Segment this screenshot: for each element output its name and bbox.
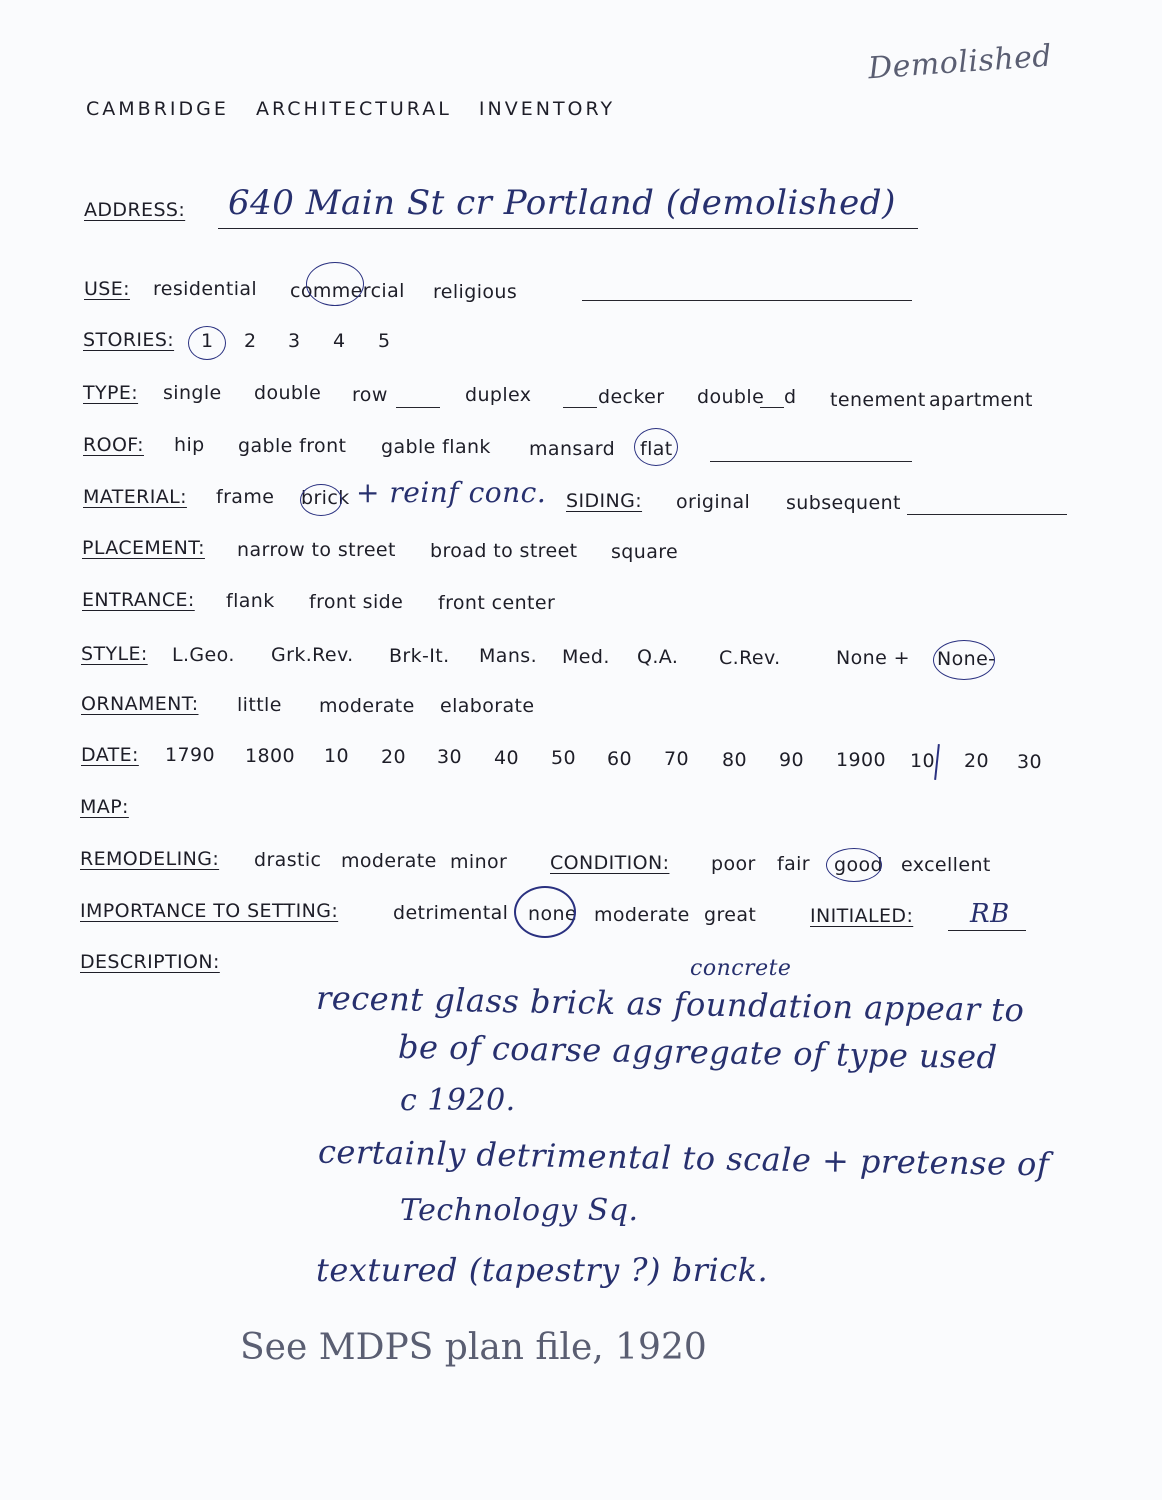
- importance-option-great: great: [704, 904, 757, 926]
- use-option-religious: religious: [433, 281, 518, 303]
- date-label: DATE:: [81, 744, 139, 766]
- importance-option-detrimental: detrimental: [393, 902, 509, 924]
- date-option-20: 20: [381, 746, 406, 768]
- description-line-2: be of coarse aggregate of type used: [397, 1027, 998, 1077]
- entrance-label: ENTRANCE:: [82, 589, 195, 611]
- stories-selection-circle: [188, 326, 226, 360]
- placement-option-broad: broad to street: [430, 540, 578, 562]
- style-option-grkrev: Grk.Rev.: [271, 644, 354, 666]
- stories-option-5: 5: [378, 330, 391, 352]
- entrance-option-flank: flank: [226, 590, 275, 612]
- type-option-single: single: [163, 382, 222, 404]
- style-label: STYLE:: [81, 643, 148, 665]
- style-option-crev: C.Rev.: [719, 647, 781, 669]
- stories-option-1: 1: [201, 330, 214, 352]
- use-label: USE:: [84, 278, 130, 300]
- siding-option-subsequent: subsequent: [786, 492, 901, 514]
- roof-option-gable-flank: gable flank: [381, 436, 491, 458]
- ornament-option-elaborate: elaborate: [440, 695, 535, 717]
- roof-selection-circle: [634, 428, 678, 466]
- placement-option-narrow: narrow to street: [237, 539, 396, 561]
- use-option-residential: residential: [153, 278, 258, 300]
- type-option-row: row: [352, 384, 388, 406]
- use-other-blank: [582, 300, 912, 301]
- importance-label: IMPORTANCE TO SETTING:: [80, 900, 339, 922]
- remodeling-label: REMODELING:: [80, 848, 220, 870]
- description-line-4: certainly detrimental to scale + pretense of: [317, 1132, 1050, 1184]
- style-selection-circle: [933, 640, 995, 680]
- date-option-1930: 30: [1017, 751, 1042, 773]
- importance-option-none: none: [528, 903, 577, 925]
- description-pencil-note: See MDPS plan file, 1920: [240, 1327, 707, 1368]
- placement-option-square: square: [611, 541, 679, 563]
- address-value: 640 Main St cr Portland (demolished): [228, 183, 896, 223]
- use-option-commercial: commercial: [290, 280, 405, 302]
- siding-other-blank: [907, 514, 1067, 515]
- roof-other-blank: [710, 461, 912, 462]
- date-tick-mark: [934, 744, 940, 780]
- date-option-1920: 20: [964, 750, 989, 772]
- style-option-brkit: Brk-It.: [389, 645, 450, 667]
- date-option-50: 50: [551, 747, 576, 769]
- description-line-3: c 1920.: [400, 1083, 516, 1118]
- condition-option-excellent: excellent: [901, 854, 991, 876]
- condition-option-poor: poor: [711, 853, 756, 875]
- date-option-1900: 1900: [836, 749, 886, 771]
- type-option-d: d: [784, 386, 797, 408]
- ornament-option-moderate: moderate: [319, 695, 415, 717]
- form-title: CAMBRIDGE ARCHITECTURAL INVENTORY: [86, 98, 616, 120]
- siding-option-original: original: [676, 491, 751, 513]
- initialed-value: RB: [970, 899, 1010, 929]
- type-row-blank: [396, 407, 440, 408]
- roof-option-gable-front: gable front: [238, 435, 347, 457]
- placement-label: PLACEMENT:: [82, 537, 205, 559]
- demolished-annotation: Demolished: [866, 38, 1054, 87]
- stories-option-3: 3: [288, 330, 301, 352]
- date-option-1800: 1800: [245, 745, 295, 767]
- description-line-1: recent glass brick as foundation appear to: [315, 978, 1025, 1030]
- type-option-duplex: duplex: [465, 384, 532, 406]
- style-option-none-minus: None-: [937, 648, 996, 670]
- style-option-med: Med.: [562, 646, 610, 668]
- map-label: MAP:: [80, 796, 129, 818]
- style-option-qa: Q.A.: [637, 646, 679, 668]
- condition-option-good: good: [834, 854, 883, 876]
- roof-option-mansard: mansard: [529, 438, 616, 460]
- type-label: TYPE:: [83, 382, 139, 404]
- type-option-decker: decker: [598, 386, 665, 408]
- type-option-double: double: [254, 382, 322, 404]
- date-option-90: 90: [779, 749, 804, 771]
- condition-option-fair: fair: [777, 853, 811, 875]
- material-option-brick: brick: [301, 487, 350, 509]
- type-decker-blank: [563, 407, 597, 408]
- material-option-frame: frame: [216, 486, 275, 508]
- type-option-double-d: double: [697, 386, 765, 408]
- material-label: MATERIAL:: [83, 486, 187, 508]
- material-note: + reinf conc.: [356, 476, 547, 509]
- stories-option-2: 2: [244, 330, 257, 352]
- remodeling-option-minor: minor: [450, 851, 508, 873]
- description-line-5: Technology Sq.: [400, 1193, 639, 1228]
- type-option-tenement: tenement: [830, 389, 926, 411]
- style-option-mans: Mans.: [479, 645, 538, 667]
- date-option-60: 60: [607, 748, 632, 770]
- date-option-10: 10: [324, 745, 349, 767]
- date-option-80: 80: [722, 749, 747, 771]
- style-option-lgeo: L.Geo.: [172, 644, 235, 666]
- condition-label: CONDITION:: [550, 852, 670, 874]
- description-line-6: textured (tapestry ?) brick.: [316, 1251, 769, 1289]
- address-label: ADDRESS:: [84, 199, 186, 221]
- ornament-label: ORNAMENT:: [81, 693, 199, 715]
- date-option-30: 30: [437, 746, 462, 768]
- ornament-option-little: little: [237, 694, 282, 716]
- initialed-label: INITIALED:: [810, 905, 914, 927]
- condition-selection-circle: [826, 848, 882, 882]
- date-option-1790: 1790: [165, 744, 215, 766]
- address-underline: [218, 228, 918, 229]
- date-option-40: 40: [494, 747, 519, 769]
- description-insert: concrete: [690, 956, 792, 981]
- roof-label: ROOF:: [83, 434, 144, 456]
- material-selection-circle: [300, 484, 342, 516]
- roof-option-hip: hip: [174, 434, 205, 456]
- remodeling-option-moderate: moderate: [341, 850, 437, 872]
- entrance-option-front-side: front side: [309, 591, 404, 613]
- type-option-apartment: apartment: [929, 389, 1033, 411]
- siding-label: SIDING:: [566, 490, 643, 512]
- description-label: DESCRIPTION:: [80, 951, 220, 973]
- roof-option-flat: flat: [640, 438, 673, 460]
- type-double-d-blank: [760, 407, 784, 408]
- importance-option-moderate: moderate: [594, 904, 690, 926]
- entrance-option-front-center: front center: [438, 592, 556, 614]
- date-option-70: 70: [664, 748, 689, 770]
- importance-selection-circle: [514, 886, 576, 938]
- use-selection-circle: [306, 262, 364, 306]
- initialed-underline: [948, 930, 1026, 931]
- style-option-none-plus: None +: [836, 647, 910, 669]
- stories-option-4: 4: [333, 330, 346, 352]
- stories-label: STORIES:: [83, 329, 175, 351]
- date-option-1910: 10: [910, 750, 935, 772]
- remodeling-option-drastic: drastic: [254, 849, 322, 871]
